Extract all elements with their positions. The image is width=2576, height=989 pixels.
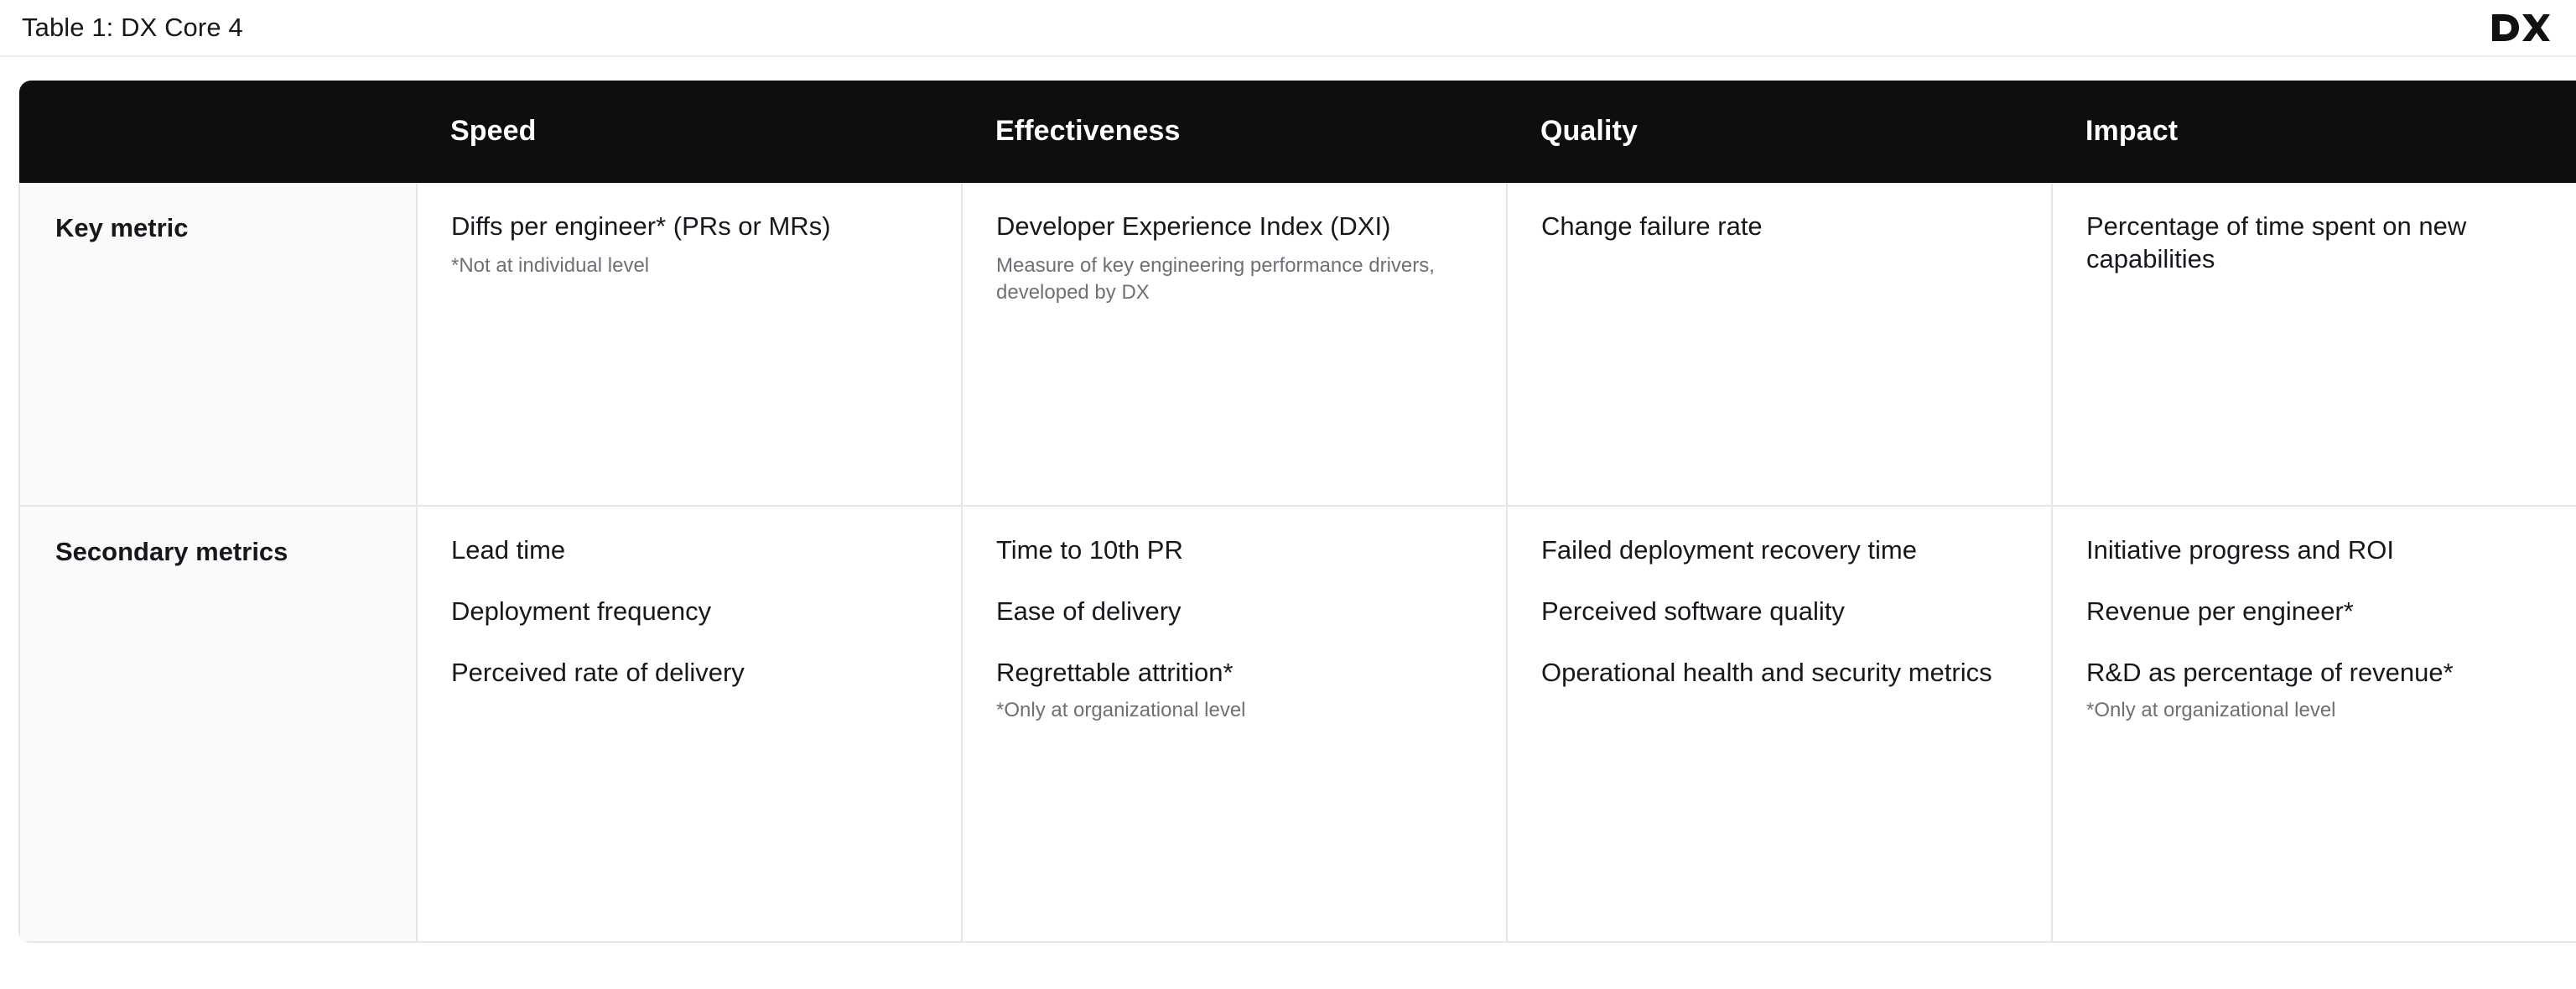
metric-text: Revenue per engineer* (2086, 596, 2354, 627)
page-title: Table 1: DX Core 4 (22, 13, 243, 43)
cell-impact-secondary-metrics (2052, 506, 2576, 942)
column-header-impact: Impact (2052, 81, 2576, 183)
list-item (1541, 534, 2018, 566)
table-header-row (19, 81, 2576, 183)
cell-quality-key-metric (1507, 183, 2052, 506)
metric-text: R&D as percentage of revenue* (2086, 658, 2454, 688)
row-label-secondary-metrics: Secondary metrics (19, 506, 417, 942)
metric-text: Deployment frequency (451, 596, 712, 627)
dx-logo-icon (2490, 12, 2551, 44)
metric-text: Ease of delivery (996, 596, 1182, 627)
column-header-effectiveness: Effectiveness (962, 81, 1507, 183)
metric-text: Operational health and security metrics (1541, 658, 1992, 688)
list-item (451, 656, 927, 689)
metric-text: Time to 10th PR (996, 535, 1183, 565)
table-row (19, 183, 2576, 506)
column-header-speed: Speed (417, 81, 962, 183)
list-item (451, 534, 927, 566)
document-header (0, 0, 2576, 57)
metric-note: Measure of key engineering performance drivers, developed by DX (996, 254, 1435, 305)
list-item (996, 595, 1472, 627)
metric-text: Diffs per engineer* (PRs or MRs) (451, 211, 831, 241)
dx-core-4-table (18, 81, 2576, 943)
list-item (2086, 595, 2566, 627)
column-header-blank (19, 81, 417, 183)
table-body (19, 183, 2576, 942)
metric-text: Percentage of time spent on new capabilities (2086, 211, 2467, 274)
cell-quality-secondary-metrics (1507, 506, 2052, 942)
metric-text: Developer Experience Index (DXI) (996, 211, 1391, 241)
column-header-quality: Quality (1507, 81, 2052, 183)
list-item (451, 595, 927, 627)
cell-speed-secondary-metrics (417, 506, 962, 942)
metric-text: Change failure rate (1541, 211, 1763, 241)
row-label-key-metric: Key metric (19, 183, 417, 506)
metric-text: Lead time (451, 535, 566, 565)
metric-list (996, 534, 1472, 725)
table-container (0, 57, 2576, 943)
metric-list (2086, 534, 2566, 725)
metric-note: *Not at individual level (451, 254, 650, 278)
metric-text: Perceived software quality (1541, 596, 1845, 627)
metric-text: Initiative progress and ROI (2086, 535, 2395, 565)
list-item (2086, 534, 2566, 566)
metric-text: Perceived rate of delivery (451, 658, 745, 688)
metric-list (1541, 534, 2018, 689)
metric-note: *Only at organizational level (996, 699, 1246, 722)
list-item (1541, 656, 2018, 689)
cell-effectiveness-key-metric (962, 183, 1507, 506)
cell-impact-key-metric (2052, 183, 2576, 506)
metric-note: *Only at organizational level (2086, 699, 2336, 722)
cell-speed-key-metric (417, 183, 962, 506)
list-item (1541, 595, 2018, 627)
cell-effectiveness-secondary-metrics (962, 506, 1507, 942)
list-item (2086, 656, 2566, 724)
table-row (19, 506, 2576, 942)
metric-text: Failed deployment recovery time (1541, 535, 1917, 565)
metric-text: Regrettable attrition* (996, 658, 1233, 688)
table-head (19, 81, 2576, 183)
list-item (996, 534, 1472, 566)
list-item (996, 656, 1472, 724)
metric-list (451, 534, 927, 689)
